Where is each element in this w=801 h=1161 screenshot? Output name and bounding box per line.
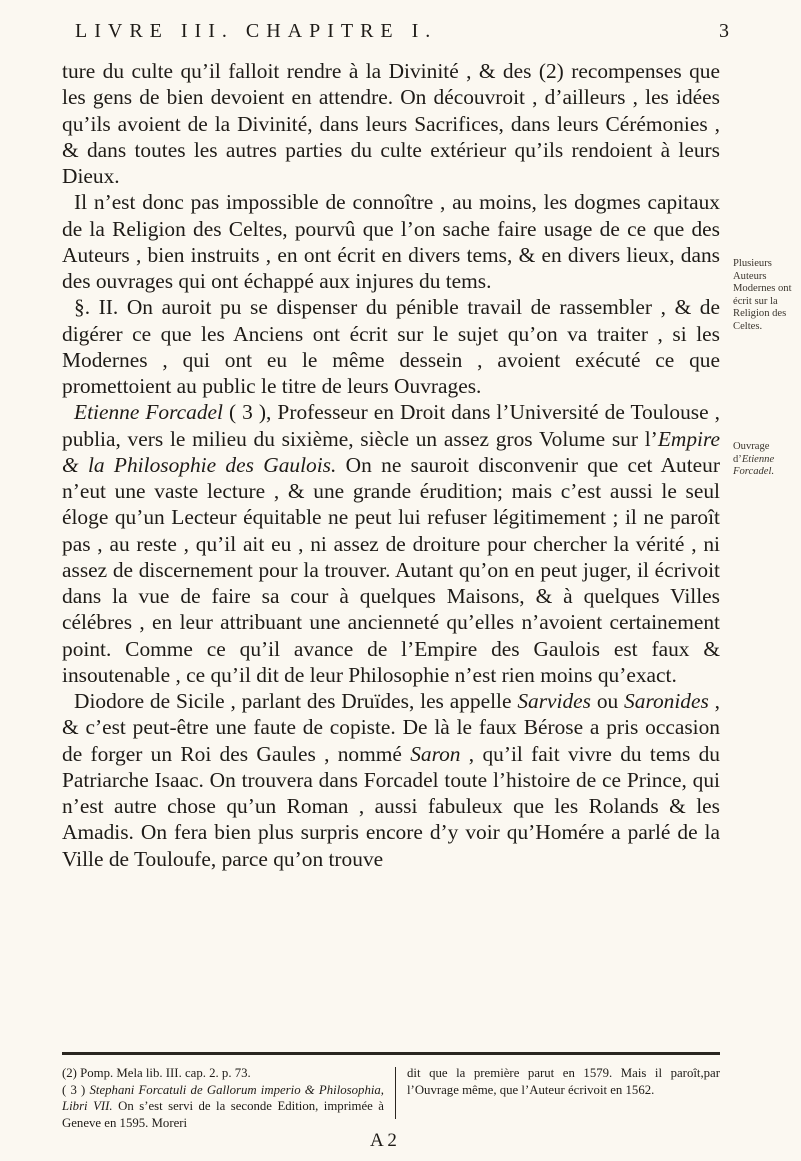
running-title: LIVRE III. CHAPITRE I. — [75, 20, 438, 42]
paragraph: Etienne Forcadel ( 3 ), Professeur en Droit dans l’Université de Toulouse , publia, vers le milieu du sixième, siècle un assez gros Volume sur l’Empire & la Philosophie des Gaulois. On ne sauroit disconvenir que cet Auteur n’eut une vaste lecture , & une grande érudition; mais c’est aussi le seul éloge qu’un Lecteur équitable ne peut lui refuser légitimement ; il ne paroît pas , au reste , qu’il ait eu , ni assez de droiture pour chercher la vérité , ni assez de discernement pour la trouver. Autant qu’on en peut juger, il écrivoit dans la vue de faire sa cour à quelques Maisons, & à quelques Villes célébres , en leur attribuant une ancienneté qu’elles n’avoient certainement point. Comme ce qu’il avance de l’Empire des Gaulois est faux & insoutenable , ce qu’il dit de leur Philosophie n’est rien moins qu’exact. — [62, 400, 720, 687]
main-text — [62, 58, 720, 872]
margin-note: Plusieurs Auteurs Modernes ont écrit sur la Religion des Celtes. — [733, 258, 792, 332]
page-number: 3 — [719, 20, 729, 42]
footnote: (2) Pomp. Mela lib. III. cap. 2. p. 73. — [62, 1066, 251, 1080]
paragraph: §. II. On auroit pu se dispenser du pénible travail de rassembler , & de digérer ce que les Anciens ont écrit sur le sujet qu’on va traiter , si les Modernes , qui ont eu le même dessein , avoient exécuté ce que promettoient au public le titre de leurs Ouvrages. — [62, 295, 720, 398]
footnote-column-left — [62, 1065, 384, 1131]
margin-note: Ouvrage d’Etienne Forcadel. — [733, 441, 775, 477]
paragraph: Il n’est donc pas impossible de connoître , au moins, les dogmes capitaux de la Religion des Celtes, pourvû que l’on sache faire usage de ce que des Auteurs , bien instruits , en ont écrit en divers tems, & en divers lieux, dans des ouvrages qui ont échappé aux injures du tems. — [62, 190, 720, 293]
footnotes — [62, 1065, 720, 1130]
author-name: Etienne Forcadel — [74, 400, 223, 425]
footnote-column-right: dit que la première parut en 1579. Mais il paroît,par l’Ouvrage même, que l’Auteur écrivoit en 1562. — [407, 1066, 720, 1097]
footnote-divider — [395, 1067, 396, 1119]
book-title: Empire & la Philosophie des Gaulois. — [62, 426, 720, 477]
footnote: ( 3 ) Stephani Forcatuli de Gallorum imperio & Philosophia, Libri VII. On s’est servi de la seconde Edition, imprimée à Geneve en 1595. Moreri — [62, 1082, 384, 1130]
footnote-rule — [62, 1052, 720, 1055]
running-head — [75, 20, 729, 50]
paragraph: ture du culte qu’il falloit rendre à la Divinité , & des (2) recompenses que les gens de bien devoient en attendre. On découvroit , d’ailleurs , les idées qu’ils avoient de la Divinité, dans leurs Sacrifices, dans leurs Cérémonies , & dans toutes les autres parties du culte extérieur qu’ils rendoient à leurs Dieux. — [62, 59, 720, 188]
paragraph: Diodore de Sicile , parlant des Druïdes, les appelle Sarvides ou Saronides , & c’est peut-être une faute de copiste. De là le faux Bérose a pris occasion de forger un Roi des Gaules , nommé Saron , qu’il fait vivre du tems du Patriarche Isaac. On trouvera dans Forcadel toute l’histoire de ce Prince, qui n’est autre chose qu’un Roman , aussi fabuleux que les Rolands & les Amadis. On fera bien plus surpris encore d’y voir qu’Homére a parlé de la Ville de Touloufe, parce qu’on trouve — [62, 689, 721, 871]
signature-mark: A 2 — [370, 1130, 397, 1151]
